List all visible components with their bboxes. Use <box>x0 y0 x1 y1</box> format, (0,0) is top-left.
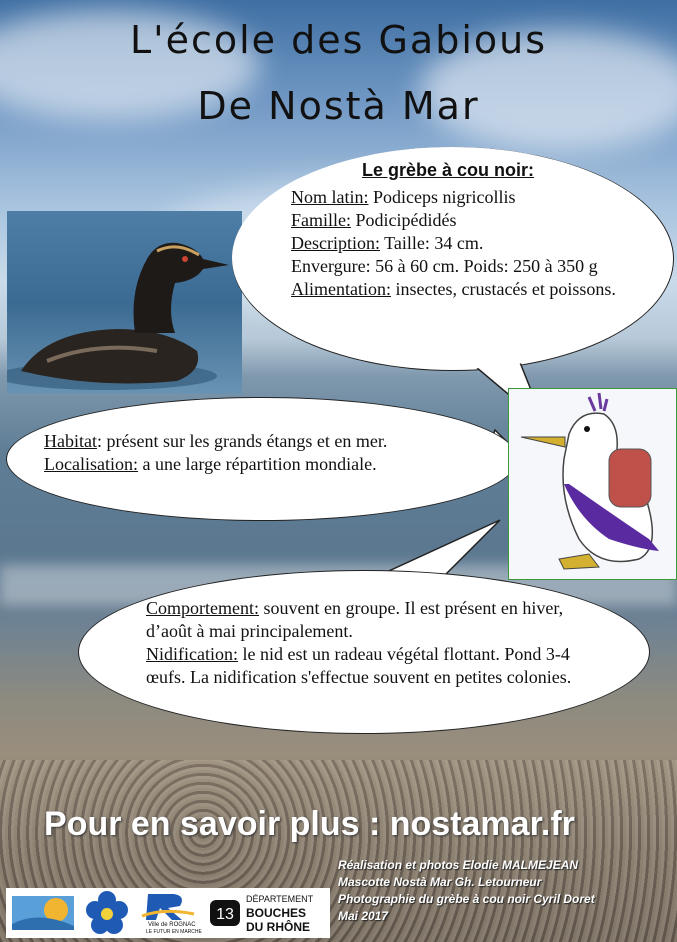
credits <box>338 857 595 925</box>
nesting-value: le nid est un radeau végétal flottant. Pond 3-4 œufs. La nidification s'effectue souvent en petites colonies. <box>146 644 572 687</box>
habitat-label: Habitat <box>44 431 97 451</box>
family-value: Podicipédidés <box>351 210 457 230</box>
dept-name-1: BOUCHES <box>246 906 307 920</box>
behavior-label: Comportement: <box>146 598 259 618</box>
description-label: Description: <box>291 233 380 253</box>
location-label: Localisation: <box>44 454 138 474</box>
sun-logo-icon <box>8 888 78 938</box>
latin-label: Nom latin: <box>291 187 369 207</box>
behavior-details <box>146 597 586 689</box>
flower-logo-icon <box>82 888 132 938</box>
description-value: Taille: 34 cm. <box>379 233 484 253</box>
food-label: Alimentation: <box>291 279 391 299</box>
partner-logos <box>6 888 330 938</box>
website-cta: Pour en savoir plus : nostamar.fr <box>44 805 575 843</box>
species-title: Le grèbe à cou noir: <box>362 160 535 180</box>
habitat-details <box>44 430 494 476</box>
title-line-1: L'école des Gabious <box>129 18 548 62</box>
habitat-value: : présent sur les grands étangs et en mer. <box>96 431 388 451</box>
credit-line: Mai 2017 <box>338 909 389 923</box>
wingspan-line: Envergure: 56 à 60 cm. Poids: 250 à 350 g <box>291 256 598 276</box>
credit-line: Photographie du grèbe à cou noir Cyril Doret <box>338 892 595 906</box>
bouches-du-rhone-logo-icon <box>206 888 328 938</box>
location-value: a une large répartition mondiale. <box>137 454 377 474</box>
mascot-drawing <box>508 388 677 580</box>
svg-text:13: 13 <box>216 906 234 923</box>
title-line-2: De Nostà Mar <box>197 84 480 128</box>
rognac-slogan: LE FUTUR EN MARCHE <box>146 929 202 935</box>
latin-value: Podiceps nigricollis <box>368 187 516 207</box>
credit-line: Mascotte Nostà Mar Gh. Letourneur <box>338 875 542 889</box>
dept-name-2: DU RHÔNE <box>246 920 311 934</box>
food-value: insectes, crustacés et poissons. <box>390 279 616 299</box>
behavior-value: souvent en groupe. Il est présent en hiver, d’août à mai principalement. <box>146 598 564 641</box>
dept-label: DÉPARTEMENT <box>246 894 314 904</box>
species-details <box>291 186 661 301</box>
rognac-name: Ville de ROGNAC <box>148 922 196 928</box>
rognac-logo-icon <box>134 888 202 938</box>
family-label: Famille: <box>291 210 351 230</box>
nesting-label: Nidification: <box>146 644 238 664</box>
credit-line: Réalisation et photos Elodie MALMEJEAN <box>338 858 579 872</box>
